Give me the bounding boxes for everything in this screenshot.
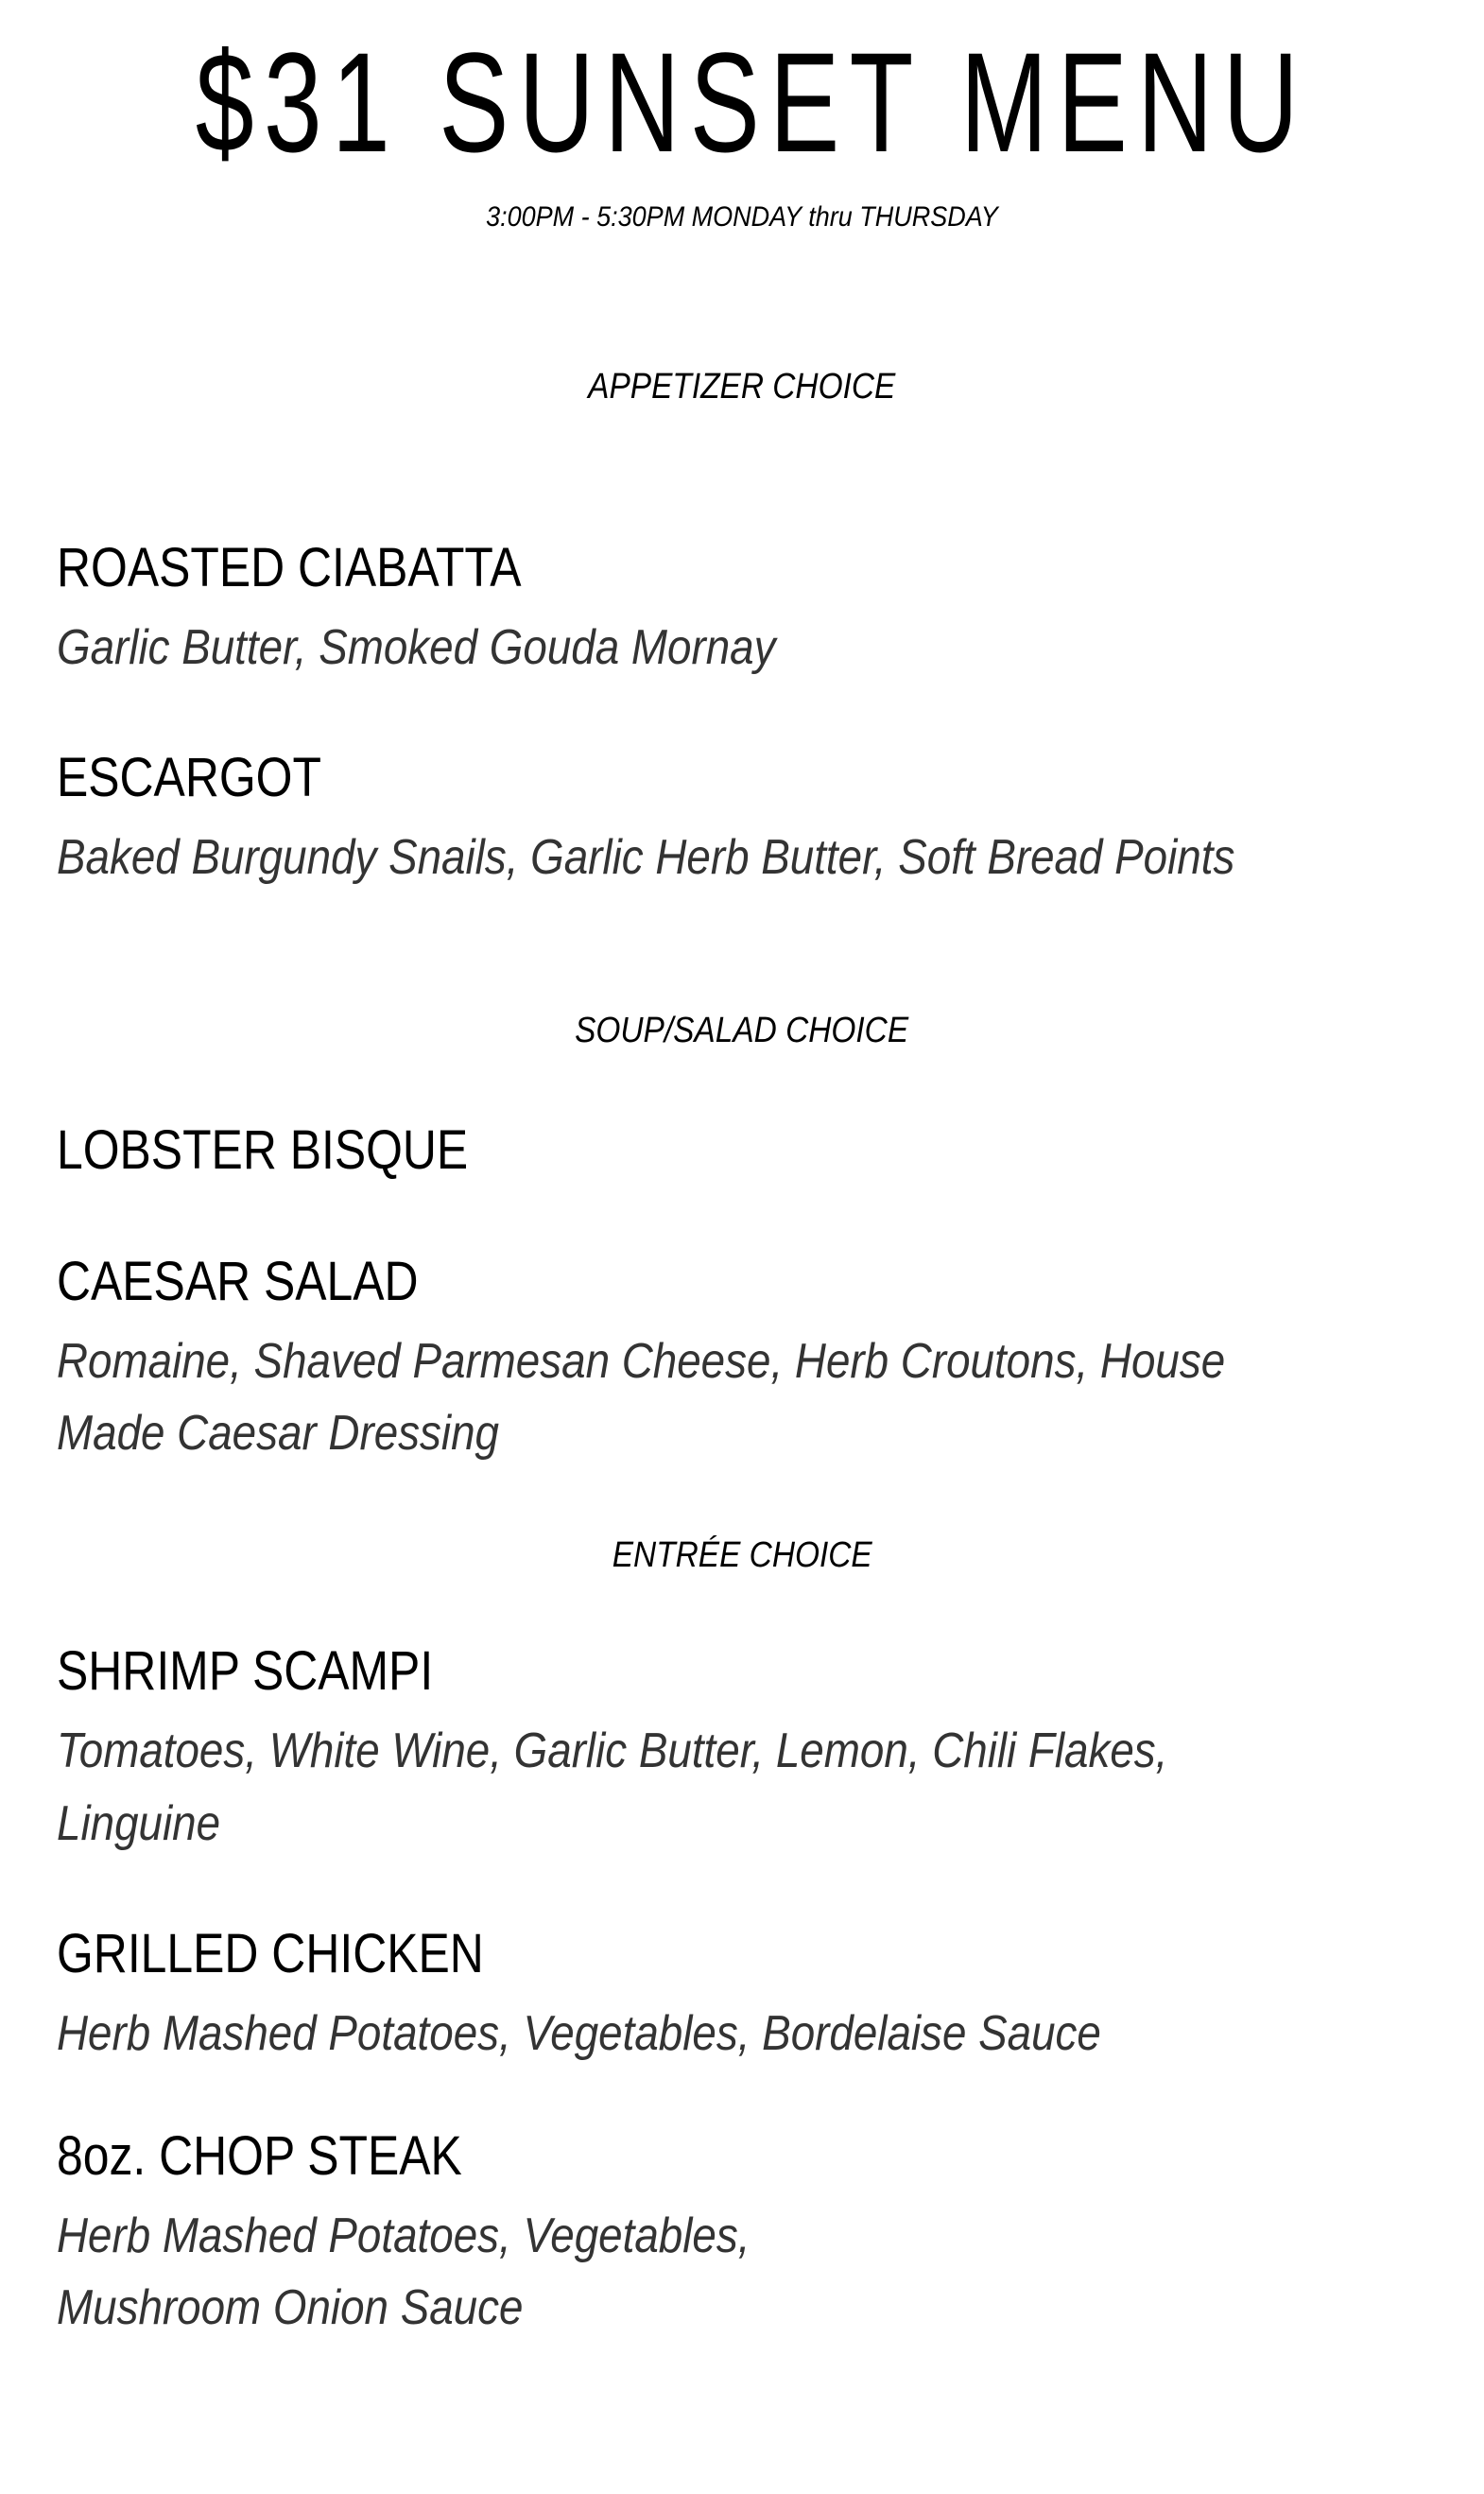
menu-item-description: Baked Burgundy Snails, Garlic Herb Butter, Soft Bread Points xyxy=(57,830,1235,885)
menu-item-description: Linguine xyxy=(57,1796,221,1851)
menu-item-name: SHRIMP SCAMPI xyxy=(57,1640,434,1702)
menu-item-description: Mushroom Onion Sauce xyxy=(57,2280,524,2335)
menu-title: $31 SUNSET MENU xyxy=(195,23,1309,182)
menu-item-name: ESCARGOT xyxy=(57,747,321,808)
menu-item-name: 8oz. CHOP STEAK xyxy=(57,2125,462,2187)
menu-item-description: Garlic Butter, Smoked Gouda Mornay xyxy=(57,620,776,675)
menu-hours: 3:00PM - 5:30PM MONDAY thru THURSDAY xyxy=(486,201,998,233)
section-heading-entree: ENTRÉE CHOICE xyxy=(612,1535,872,1575)
menu-item-description: Tomatoes, White Wine, Garlic Butter, Lemon, Chili Flakes, xyxy=(57,1723,1168,1778)
menu-item-description: Herb Mashed Potatoes, Vegetables, xyxy=(57,2208,751,2263)
menu-item-description: Herb Mashed Potatoes, Vegetables, Bordelaise Sauce xyxy=(57,2006,1101,2061)
menu-item-name: CAESAR SALAD xyxy=(57,1251,419,1312)
menu-item-name: GRILLED CHICKEN xyxy=(57,1923,484,1984)
section-heading-appetizer: APPETIZER CHOICE xyxy=(588,367,896,407)
menu-item-name: LOBSTER BISQUE xyxy=(57,1119,469,1181)
menu-item-name: ROASTED CIABATTA xyxy=(57,537,522,598)
section-heading-soup-salad: SOUP/SALAD CHOICE xyxy=(575,1011,909,1050)
menu-item-description: Romaine, Shaved Parmesan Cheese, Herb Croutons, House xyxy=(57,1334,1226,1389)
menu-item-description: Made Caesar Dressing xyxy=(57,1406,499,1461)
